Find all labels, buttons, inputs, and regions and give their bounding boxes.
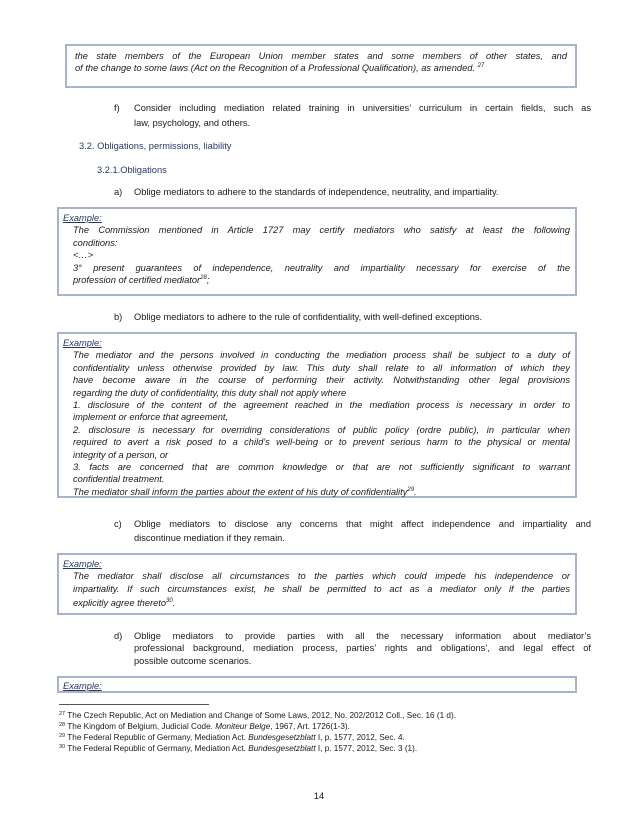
text-line: possible outcome scenarios. xyxy=(134,655,252,666)
text-fragment: profession of certified mediator xyxy=(73,275,201,286)
text-line: impartiality. If such circumstances exist, he shall be permitted to act as a mediator only if the parties xyxy=(73,583,570,594)
text-line: professional background, mediation process, parties’ rights and obligations’, and legal effect of xyxy=(134,643,591,654)
example-box-b xyxy=(57,332,577,498)
footnote-29 xyxy=(59,732,405,743)
text-line: implement or enforce that agreement, xyxy=(73,412,229,423)
text-fragment: ; xyxy=(206,275,210,286)
list-marker: c) xyxy=(114,519,122,529)
list-marker: d) xyxy=(114,631,123,641)
footnote-30 xyxy=(59,743,417,754)
footnote-text: The Kingdom of Belgium, Judicial Code. xyxy=(67,722,216,731)
footnote-text-italic: Bundesgesetzblatt xyxy=(248,733,316,742)
list-marker: b) xyxy=(114,312,123,322)
text-line: regarding the duty of confidentiality, this duty shall not apply where xyxy=(73,387,347,398)
footnote-number: 28 xyxy=(59,722,66,728)
footnote-number: 30 xyxy=(59,744,66,750)
text-line: Oblige mediators to adhere to the rule of confidentiality, with well-defined exceptions. xyxy=(134,312,483,322)
list-item-text xyxy=(134,518,591,545)
footnote-text: The Federal Republic of Germany, Mediation Act. xyxy=(67,744,249,753)
footnote-text: , 1967, Art. 1726(1-3). xyxy=(270,722,350,731)
text-line xyxy=(73,274,570,286)
quote-line xyxy=(75,62,567,74)
quote-line: the state members of the European Union member states and some members of other states, and xyxy=(75,51,567,61)
footnote-ref[interactable]: 29 xyxy=(407,486,415,493)
example-label: Example: xyxy=(63,681,102,691)
section-heading: 3.2. Obligations, permissions, liability xyxy=(79,141,232,151)
footnote-ref[interactable]: 30 xyxy=(166,598,173,605)
text-line: Oblige mediators to provide parties with all the necessary information about mediator’s xyxy=(134,631,591,641)
subsection-heading: 3.2.1.Obligations xyxy=(97,165,167,175)
list-item-text xyxy=(134,186,591,198)
text-line: The mediator shall disclose all circumstances to the parties which could impede his independence or xyxy=(73,571,570,582)
example-box-a xyxy=(57,207,577,296)
example-text xyxy=(63,349,570,498)
text-line: Consider including mediation related training in universities’ curriculum in certain fields, such as xyxy=(134,103,591,113)
text-line: 3. facts are concerned that are common knowledge or that are not sufficiently significant to warrant xyxy=(73,462,570,473)
text-line: confidentiality unless otherwise provided by law. This duty shall relate to all information of which they xyxy=(73,362,570,373)
example-box-c xyxy=(57,553,577,615)
page-number: 14 xyxy=(313,791,325,801)
text-line: confidential treatment. xyxy=(73,474,165,485)
list-item-text xyxy=(134,311,591,323)
text-line: 3° present guarantees of independence, neutrality and impartiality necessary for exercise of the xyxy=(73,262,570,273)
text-line: have become aware in the course of performing their activity. Notwithstanding other legal provisions xyxy=(73,375,570,386)
footnote-text: I, p. 1577, 2012, Sec. 4. xyxy=(315,733,405,742)
text-line: law, psychology, and others. xyxy=(134,118,251,129)
text-line: Oblige mediators to adhere to the standards of independence, neutrality, and impartiality. xyxy=(134,187,499,197)
list-item-text xyxy=(134,102,591,130)
quote-text: of the change to some laws (Act on the Recognition of a Professional Qualification), as amended. xyxy=(75,63,475,74)
example-text xyxy=(63,570,570,609)
text-line: The Commission mentioned in Article 1727 may certify mediators who satisfy at least the following xyxy=(73,225,570,236)
footnote-text: The Czech Republic, Act on Mediation and Change of Some Laws, 2012, No. 202/2012 Coll., Sec. 16 (1 d). xyxy=(67,711,456,720)
text-line: discontinue mediation if they remain. xyxy=(134,533,285,544)
footnote-ref[interactable]: 27 xyxy=(477,63,485,70)
example-box-d xyxy=(57,676,577,693)
example-label: Example: xyxy=(63,559,102,569)
example-text xyxy=(63,224,570,286)
footnote-number: 29 xyxy=(59,733,66,739)
text-line: Oblige mediators to disclose any concerns that might affect independence and impartiality and xyxy=(134,519,591,529)
text-line xyxy=(73,597,570,609)
example-label: Example: xyxy=(63,213,102,223)
text-line xyxy=(73,486,570,498)
text-fragment: The mediator shall inform the parties about the extent of his duty of confidentiality xyxy=(73,486,408,497)
quote-box-continuation xyxy=(65,44,577,88)
text-line: integrity of a person, or xyxy=(73,449,169,460)
text-fragment: explicitly agree thereto xyxy=(73,598,167,609)
example-label: Example: xyxy=(63,338,102,348)
footnote-separator xyxy=(59,704,209,705)
text-line: The mediator and the persons involved in conducting the mediation process shall be subject to a duty of xyxy=(73,350,570,361)
list-marker: f) xyxy=(114,103,120,113)
footnote-number: 27 xyxy=(59,711,66,717)
footnote-text-italic: Bundesgesetzblatt xyxy=(248,744,316,753)
text-fragment: . xyxy=(414,486,417,497)
text-line: 2. disclosure is necessary for overriding considerations of public policy (ordre public), in particular when xyxy=(73,424,570,435)
text-line: conditions: xyxy=(73,237,118,248)
list-marker: a) xyxy=(114,187,123,197)
footnote-28 xyxy=(59,721,350,732)
footnote-text: The Federal Republic of Germany, Mediation Act. xyxy=(67,733,249,742)
footnote-27 xyxy=(59,710,456,721)
footnote-ref[interactable]: 28 xyxy=(200,275,207,282)
text-line: 1. disclosure of the content of the agreement reached in the mediation process is necessary in order to xyxy=(73,400,570,411)
text-fragment: . xyxy=(172,598,176,609)
footnote-text-italic: Moniteur Belge xyxy=(215,722,271,731)
footnote-text: I, p. 1577, 2012, Sec. 3 (1). xyxy=(315,744,418,753)
text-line: <…> xyxy=(73,250,94,261)
text-line: required to avert a risk posed to a child’s well-being or to prevent serious harm to the physical or mental xyxy=(73,437,570,448)
list-item-text xyxy=(134,630,591,667)
